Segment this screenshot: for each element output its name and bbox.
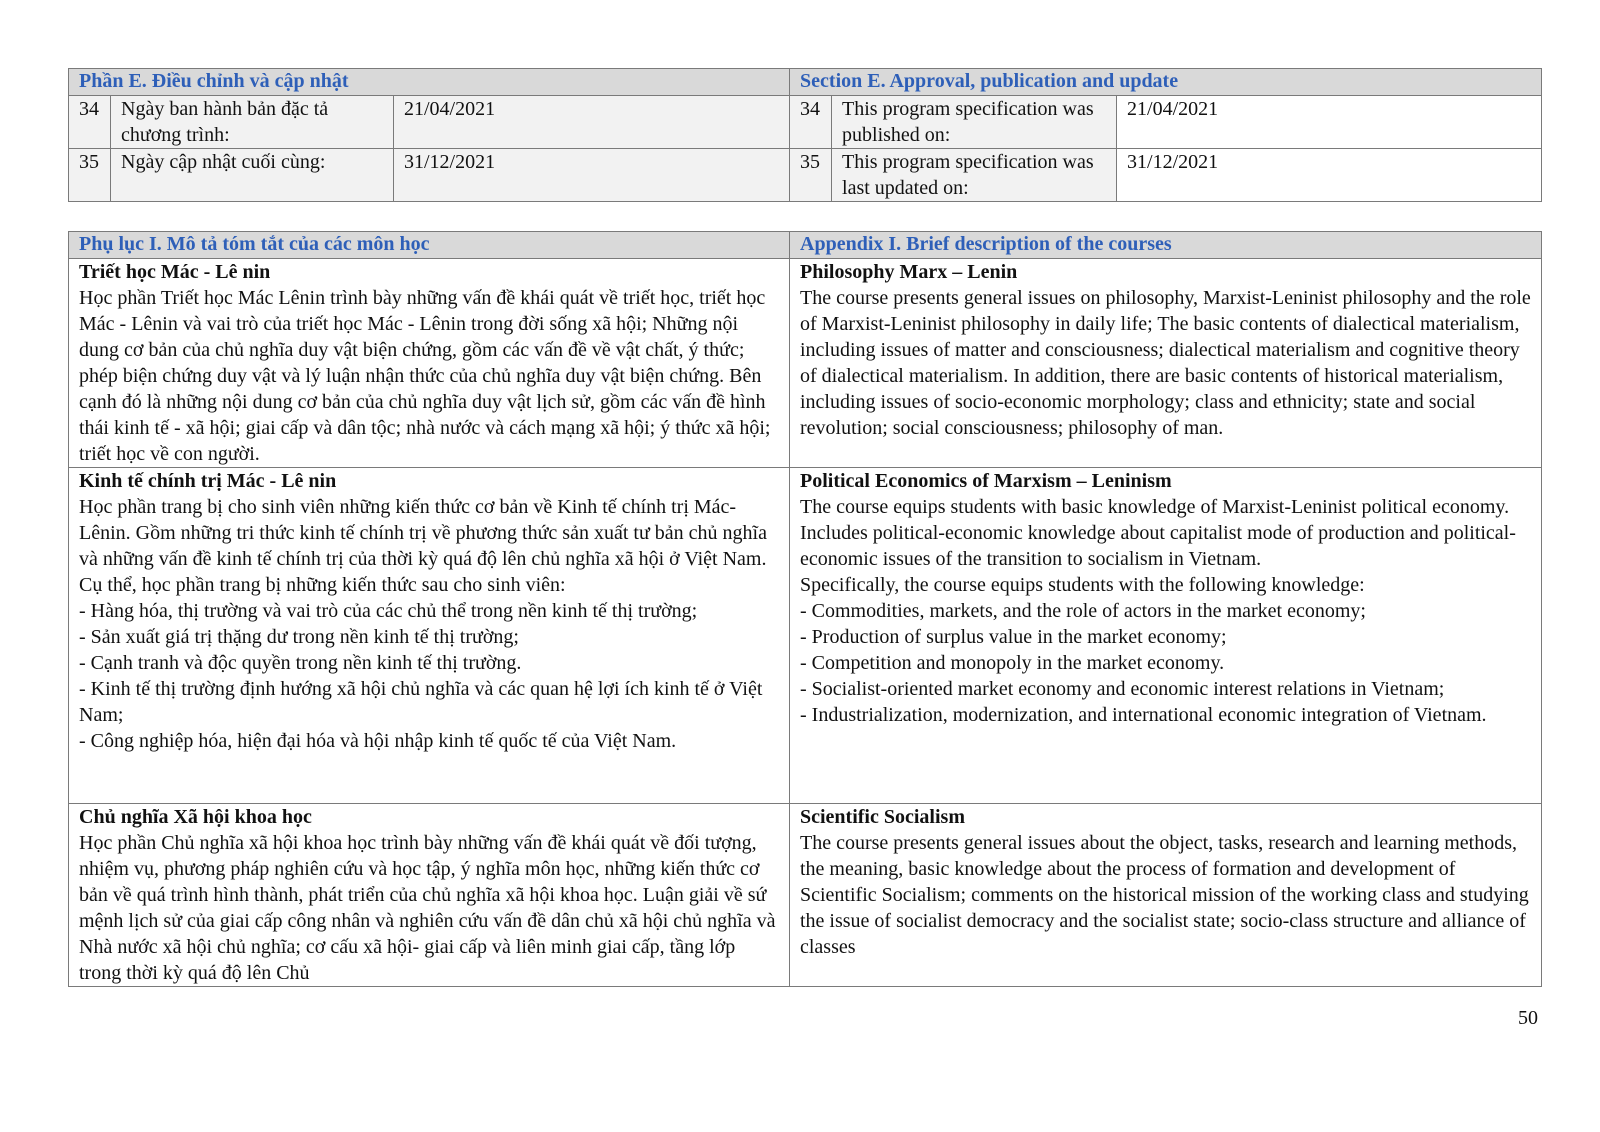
en-value: 31/12/2021 <box>1117 149 1542 202</box>
course-row <box>69 804 1542 987</box>
section-e-en-header: Section E. Approval, publication and update <box>790 69 1542 96</box>
page-number: 50 <box>1518 1007 1538 1029</box>
vi-value: 31/12/2021 <box>394 149 790 202</box>
course-row <box>69 468 1542 804</box>
en-label: This program specification was last updated on: <box>832 149 1117 202</box>
row-number: 34 <box>69 96 111 149</box>
row-number: 35 <box>790 149 832 202</box>
course-description: The course presents general issues on philosophy, Marxist-Leninist philosophy and the role of Marxist-Leninist philosophy in daily life; The basic contents of dialectical materialism, including issues of matter and consciousness; dialectical materialism and cognitive theory of dialectical materialism. In addition, there are basic contents of historical materialism, including issues of socio-economic morphology; class and ethnicity; state and social revolution; social consciousness; philosophy of man. <box>800 287 1531 439</box>
course-vi-cell <box>69 804 790 987</box>
en-value: 21/04/2021 <box>1117 96 1542 149</box>
course-title: Chủ nghĩa Xã hội khoa học <box>79 806 312 828</box>
course-description: Học phần Chủ nghĩa xã hội khoa học trình bày những vấn đề khái quát về đối tượng, nhiệm vụ, phương pháp nghiên cứu và học tập, ý nghĩa môn học, những kiến thức cơ bản về quá trình hình thành, phát triển của chủ nghĩa xã hội khoa học. Luận giải về sứ mệnh lịch sử của giai cấp công nhân và nghiên cứu vấn đề dân chủ xã hội chủ nghĩa và Nhà nước xã hội chủ nghĩa; cơ cấu xã hội- giai cấp và liên minh giai cấp, tầng lớp trong thời kỳ quá độ lên Chủ <box>79 832 776 984</box>
course-vi-cell <box>69 259 790 468</box>
vi-label: Ngày cập nhật cuối cùng: <box>111 149 394 202</box>
course-description: The course equips students with basic knowledge of Marxist-Leninist political economy. Includes political-economic knowledge about capitalist mode of production and political-economic issues of the transition to socialism in Vietnam. Specifically, the course equips students with the following knowledge: - Commodities, markets, and the role of actors in the market economy; - Production of surplus value in the market economy; - Competition and monopoly in the market economy. - Socialist-oriented market economy and economic interest relations in Vietnam; - Industrialization, modernization, and international economic integration of Vietnam. <box>800 496 1516 726</box>
appendix-en-header: Appendix I. Brief description of the courses <box>790 232 1542 259</box>
section-e-table <box>68 68 1542 202</box>
vi-value: 21/04/2021 <box>394 96 790 149</box>
course-en-cell <box>790 468 1542 804</box>
appendix-table <box>68 231 1542 987</box>
course-title: Philosophy Marx – Lenin <box>800 261 1018 283</box>
table-row <box>69 96 1542 149</box>
row-number: 35 <box>69 149 111 202</box>
vi-label: Ngày ban hành bản đặc tả chương trình: <box>111 96 394 149</box>
row-number: 34 <box>790 96 832 149</box>
course-en-cell <box>790 259 1542 468</box>
course-title: Kinh tế chính trị Mác - Lê nin <box>79 470 337 492</box>
table-row <box>69 149 1542 202</box>
section-e-vi-header: Phần E. Điều chỉnh và cập nhật <box>69 69 790 96</box>
course-title: Triết học Mác - Lê nin <box>79 261 271 283</box>
course-en-cell <box>790 804 1542 987</box>
course-title: Scientific Socialism <box>800 806 965 828</box>
en-label: This program specification was published on: <box>832 96 1117 149</box>
course-description: Học phần trang bị cho sinh viên những kiến thức cơ bản về Kinh tế chính trị Mác-Lênin. Gồm những tri thức kinh tế chính trị về phương thức sản xuất tư bản chủ nghĩa và những vấn đề kinh tế chính trị của thời kỳ quá độ lên chủ nghĩa xã hội ở Việt Nam. Cụ thể, học phần trang bị những kiến thức sau cho sinh viên: - Hàng hóa, thị trường và vai trò của các chủ thể trong nền kinh tế thị trường; - Sản xuất giá trị thặng dư trong nền kinh tế thị trường; - Cạnh tranh và độc quyền trong nền kinh tế thị trường. - Kinh tế thị trường định hướng xã hội chủ nghĩa và các quan hệ lợi ích kinh tế ở Việt Nam; - Công nghiệp hóa, hiện đại hóa và hội nhập kinh tế quốc tế của Việt Nam. <box>79 496 767 752</box>
appendix-vi-header: Phụ lục I. Mô tả tóm tắt của các môn học <box>69 232 790 259</box>
course-vi-cell <box>69 468 790 804</box>
course-description: Học phần Triết học Mác Lênin trình bày những vấn đề khái quát về triết học, triết học Mác - Lênin và vai trò của triết học Mác - Lênin trong đời sống xã hội; Những nội dung cơ bản của chủ nghĩa duy vật biện chứng, gồm các vấn đề về vật chất, ý thức; phép biện chứng duy vật và lý luận nhận thức của chủ nghĩa duy vật biện chứng. Bên cạnh đó là những nội dung cơ bản của chủ nghĩa duy vật lịch sử, gồm các vấn đề hình thái kinh tế - xã hội; giai cấp và dân tộc; nhà nước và cách mạng xã hội; ý thức xã hội; triết học về con người. <box>79 287 771 465</box>
course-title: Political Economics of Marxism – Leninism <box>800 470 1172 492</box>
course-description: The course presents general issues about the object, tasks, research and learning methods, the meaning, basic knowledge about the process of formation and development of Scientific Socialism; comments on the historical mission of the working class and studying the issue of socialist democracy and the socialist state; socio-class structure and alliance of classes <box>800 832 1529 958</box>
course-row <box>69 259 1542 468</box>
